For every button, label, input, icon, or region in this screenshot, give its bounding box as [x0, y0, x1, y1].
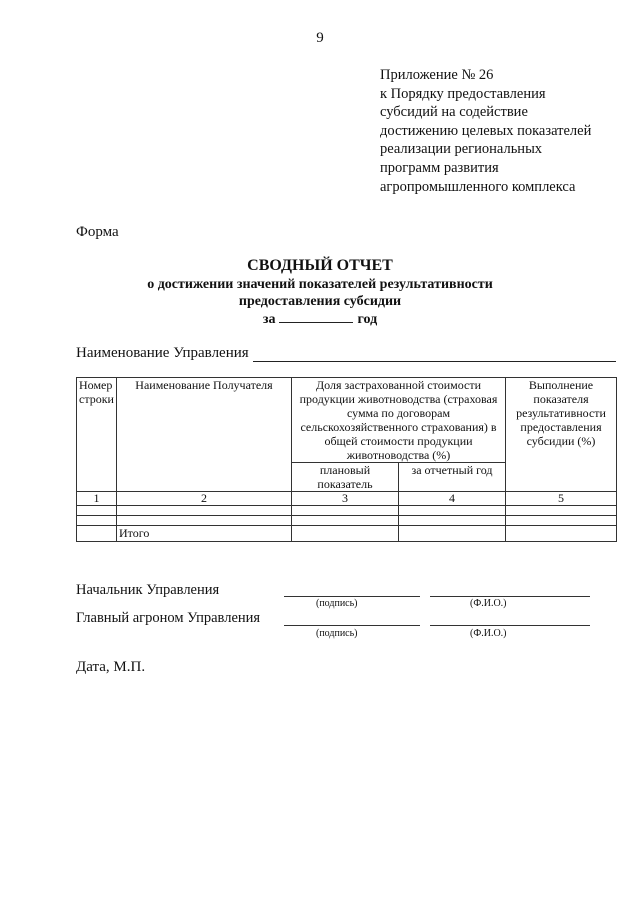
report-title: СВОДНЫЙ ОТЧЕТ — [247, 257, 393, 274]
appendix-line: реализации региональных — [380, 141, 543, 158]
name-caption: (Ф.И.О.) — [470, 628, 507, 639]
date-stamp-label: Дата, М.П. — [76, 659, 146, 675]
agronomist-label: Главный агроном Управления — [76, 610, 261, 626]
appendix-line: к Порядку предоставления — [380, 85, 546, 102]
table-cell[interactable] — [399, 506, 506, 516]
table-cell[interactable] — [117, 506, 292, 516]
appendix-line: программ развития — [380, 159, 499, 176]
appendix-line: Приложение № 26 — [380, 67, 494, 83]
table-cell[interactable] — [77, 506, 117, 516]
appendix-line: субсидий на содействие — [380, 104, 528, 121]
report-period — [0, 310, 640, 328]
column-number: 1 — [77, 492, 117, 506]
header-row-number: Номер строки — [77, 378, 117, 492]
agronomist-name-field[interactable] — [430, 624, 590, 626]
total-row — [77, 526, 617, 542]
total-label: Итого — [117, 526, 292, 542]
signature-caption: (подпись) — [316, 598, 358, 609]
management-row — [76, 345, 616, 362]
header-planned-indicator: плановый показатель — [292, 463, 399, 492]
table-row — [77, 506, 617, 516]
column-number: 3 — [292, 492, 399, 506]
column-number: 5 — [506, 492, 617, 506]
table-cell[interactable] — [506, 516, 617, 526]
page-number: 9 — [316, 30, 324, 46]
period-suffix: год — [357, 312, 378, 327]
report-subtitle-2: предоставления субсидии — [238, 294, 402, 309]
table-cell[interactable] — [292, 516, 399, 526]
management-label: Наименование Управления — [76, 345, 249, 361]
head-label: Начальник Управления — [76, 582, 220, 598]
report-table — [76, 377, 617, 542]
appendix-line: достижению целевых показателей — [380, 122, 592, 139]
column-number: 4 — [399, 492, 506, 506]
period-year-field[interactable] — [279, 310, 353, 323]
name-caption: (Ф.И.О.) — [470, 598, 507, 609]
signature-caption: (подпись) — [316, 628, 358, 639]
table-cell[interactable] — [506, 526, 617, 542]
table-cell[interactable] — [292, 506, 399, 516]
agronomist-signature-field[interactable] — [284, 624, 420, 626]
table-row — [77, 516, 617, 526]
column-number: 2 — [117, 492, 292, 506]
report-subtitle: о достижении значений показателей результативности — [147, 277, 493, 292]
header-reporting-year: за отчетный год — [399, 463, 506, 492]
period-prefix: за — [262, 312, 276, 327]
management-name-field[interactable] — [253, 347, 616, 362]
header-recipient-name: Наименование Получателя — [117, 378, 292, 492]
table-cell[interactable] — [77, 516, 117, 526]
header-performance: Выполнение показателя результативности предоставления субсидии (%) — [506, 378, 617, 492]
table-cell[interactable] — [77, 526, 117, 542]
signature-row-agronomist — [76, 610, 616, 640]
form-label: Форма — [76, 224, 119, 240]
title-block — [0, 256, 640, 328]
table-cell[interactable] — [117, 516, 292, 526]
table-cell[interactable] — [292, 526, 399, 542]
signature-row-head — [76, 582, 616, 608]
table-cell[interactable] — [506, 506, 617, 516]
head-signature-field[interactable] — [284, 595, 420, 597]
head-name-field[interactable] — [430, 595, 590, 597]
table-cell[interactable] — [399, 526, 506, 542]
appendix-note — [380, 66, 620, 196]
header-insured-share: Доля застрахованной стоимости продукции животноводства (страховая сумма по договорам сельскохозяйственного страхования) в общей стоимости продукции животноводства (%) — [292, 378, 506, 463]
table-cell[interactable] — [399, 516, 506, 526]
appendix-line: агропромышленного комплекса — [380, 178, 576, 195]
